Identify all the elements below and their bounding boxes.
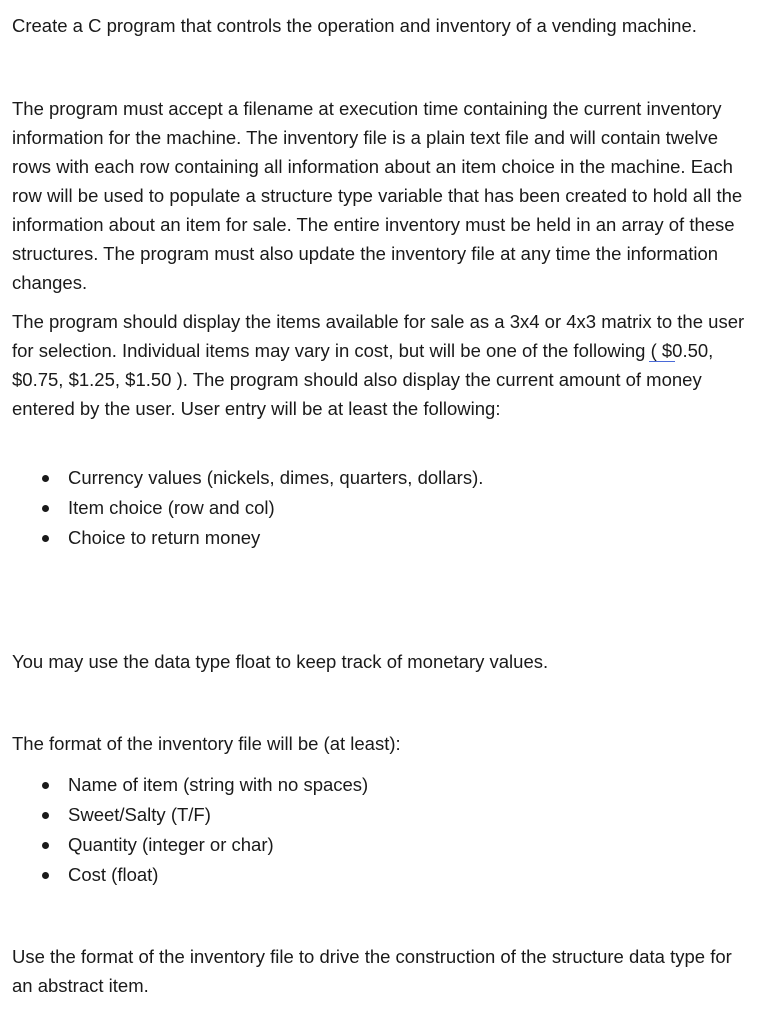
list-item-text: Name of item (string with no spaces) <box>68 774 369 795</box>
list-item <box>12 860 747 890</box>
inventory-paragraph: The program must accept a filename at execution time containing the current inventory information for the machine. The inventory file is a plain text file and will contain twelve rows with each row containing all information about an item choice in the machine. Each row will be used to populate a structure type variable that has been created to hold all the information about an item for sale. The entire inventory must be held in an array of these structures. The program must also update the inventory file at any time the information changes. <box>12 98 743 293</box>
spellcheck-marked-text <box>651 336 673 365</box>
list-item <box>12 463 747 493</box>
bullet-icon <box>42 535 49 542</box>
list-item <box>12 830 747 860</box>
list-item-text: Item choice (row and col) <box>68 497 275 518</box>
bullet-icon <box>42 872 49 879</box>
display-paragraph-end: 0.50, $0.75, $1.25, $1.50 ). The program should also display the current amount of money entered by the user. User entry will be at least the following: <box>12 340 714 419</box>
format-heading-paragraph: The format of the inventory file will be (at least): <box>12 733 401 754</box>
bullet-icon <box>42 812 49 819</box>
list-item <box>12 523 747 553</box>
spellcheck-underline <box>649 358 675 362</box>
intro-paragraph: Create a C program that controls the operation and inventory of a vending machine. <box>12 15 697 36</box>
structure-paragraph: Use the format of the inventory file to drive the construction of the structure data type for an abstract item. <box>12 946 732 996</box>
bullet-icon <box>42 505 49 512</box>
bullet-icon <box>42 475 49 482</box>
list-item <box>12 800 747 830</box>
display-paragraph-start: The program should display the items available for sale as a 3x4 or 4x3 matrix to the user for selection. Individual items may vary in cost, but will be one of the following <box>12 311 745 361</box>
float-paragraph: You may use the data type float to keep track of monetary values. <box>12 651 549 672</box>
user-entry-list <box>12 463 747 553</box>
list-item-text: Sweet/Salty (T/F) <box>68 804 211 825</box>
marked-text: ( $ <box>650 340 673 361</box>
file-format-list <box>12 770 747 890</box>
bullet-icon <box>42 782 49 789</box>
list-item-text: Cost (float) <box>68 864 159 885</box>
list-item-text: Currency values (nickels, dimes, quarters, dollars). <box>68 467 484 488</box>
list-item <box>12 493 747 523</box>
bullet-icon <box>42 842 49 849</box>
list-item-text: Choice to return money <box>68 527 261 548</box>
list-item <box>12 770 747 800</box>
display-paragraph <box>12 307 747 423</box>
list-item-text: Quantity (integer or char) <box>68 834 274 855</box>
